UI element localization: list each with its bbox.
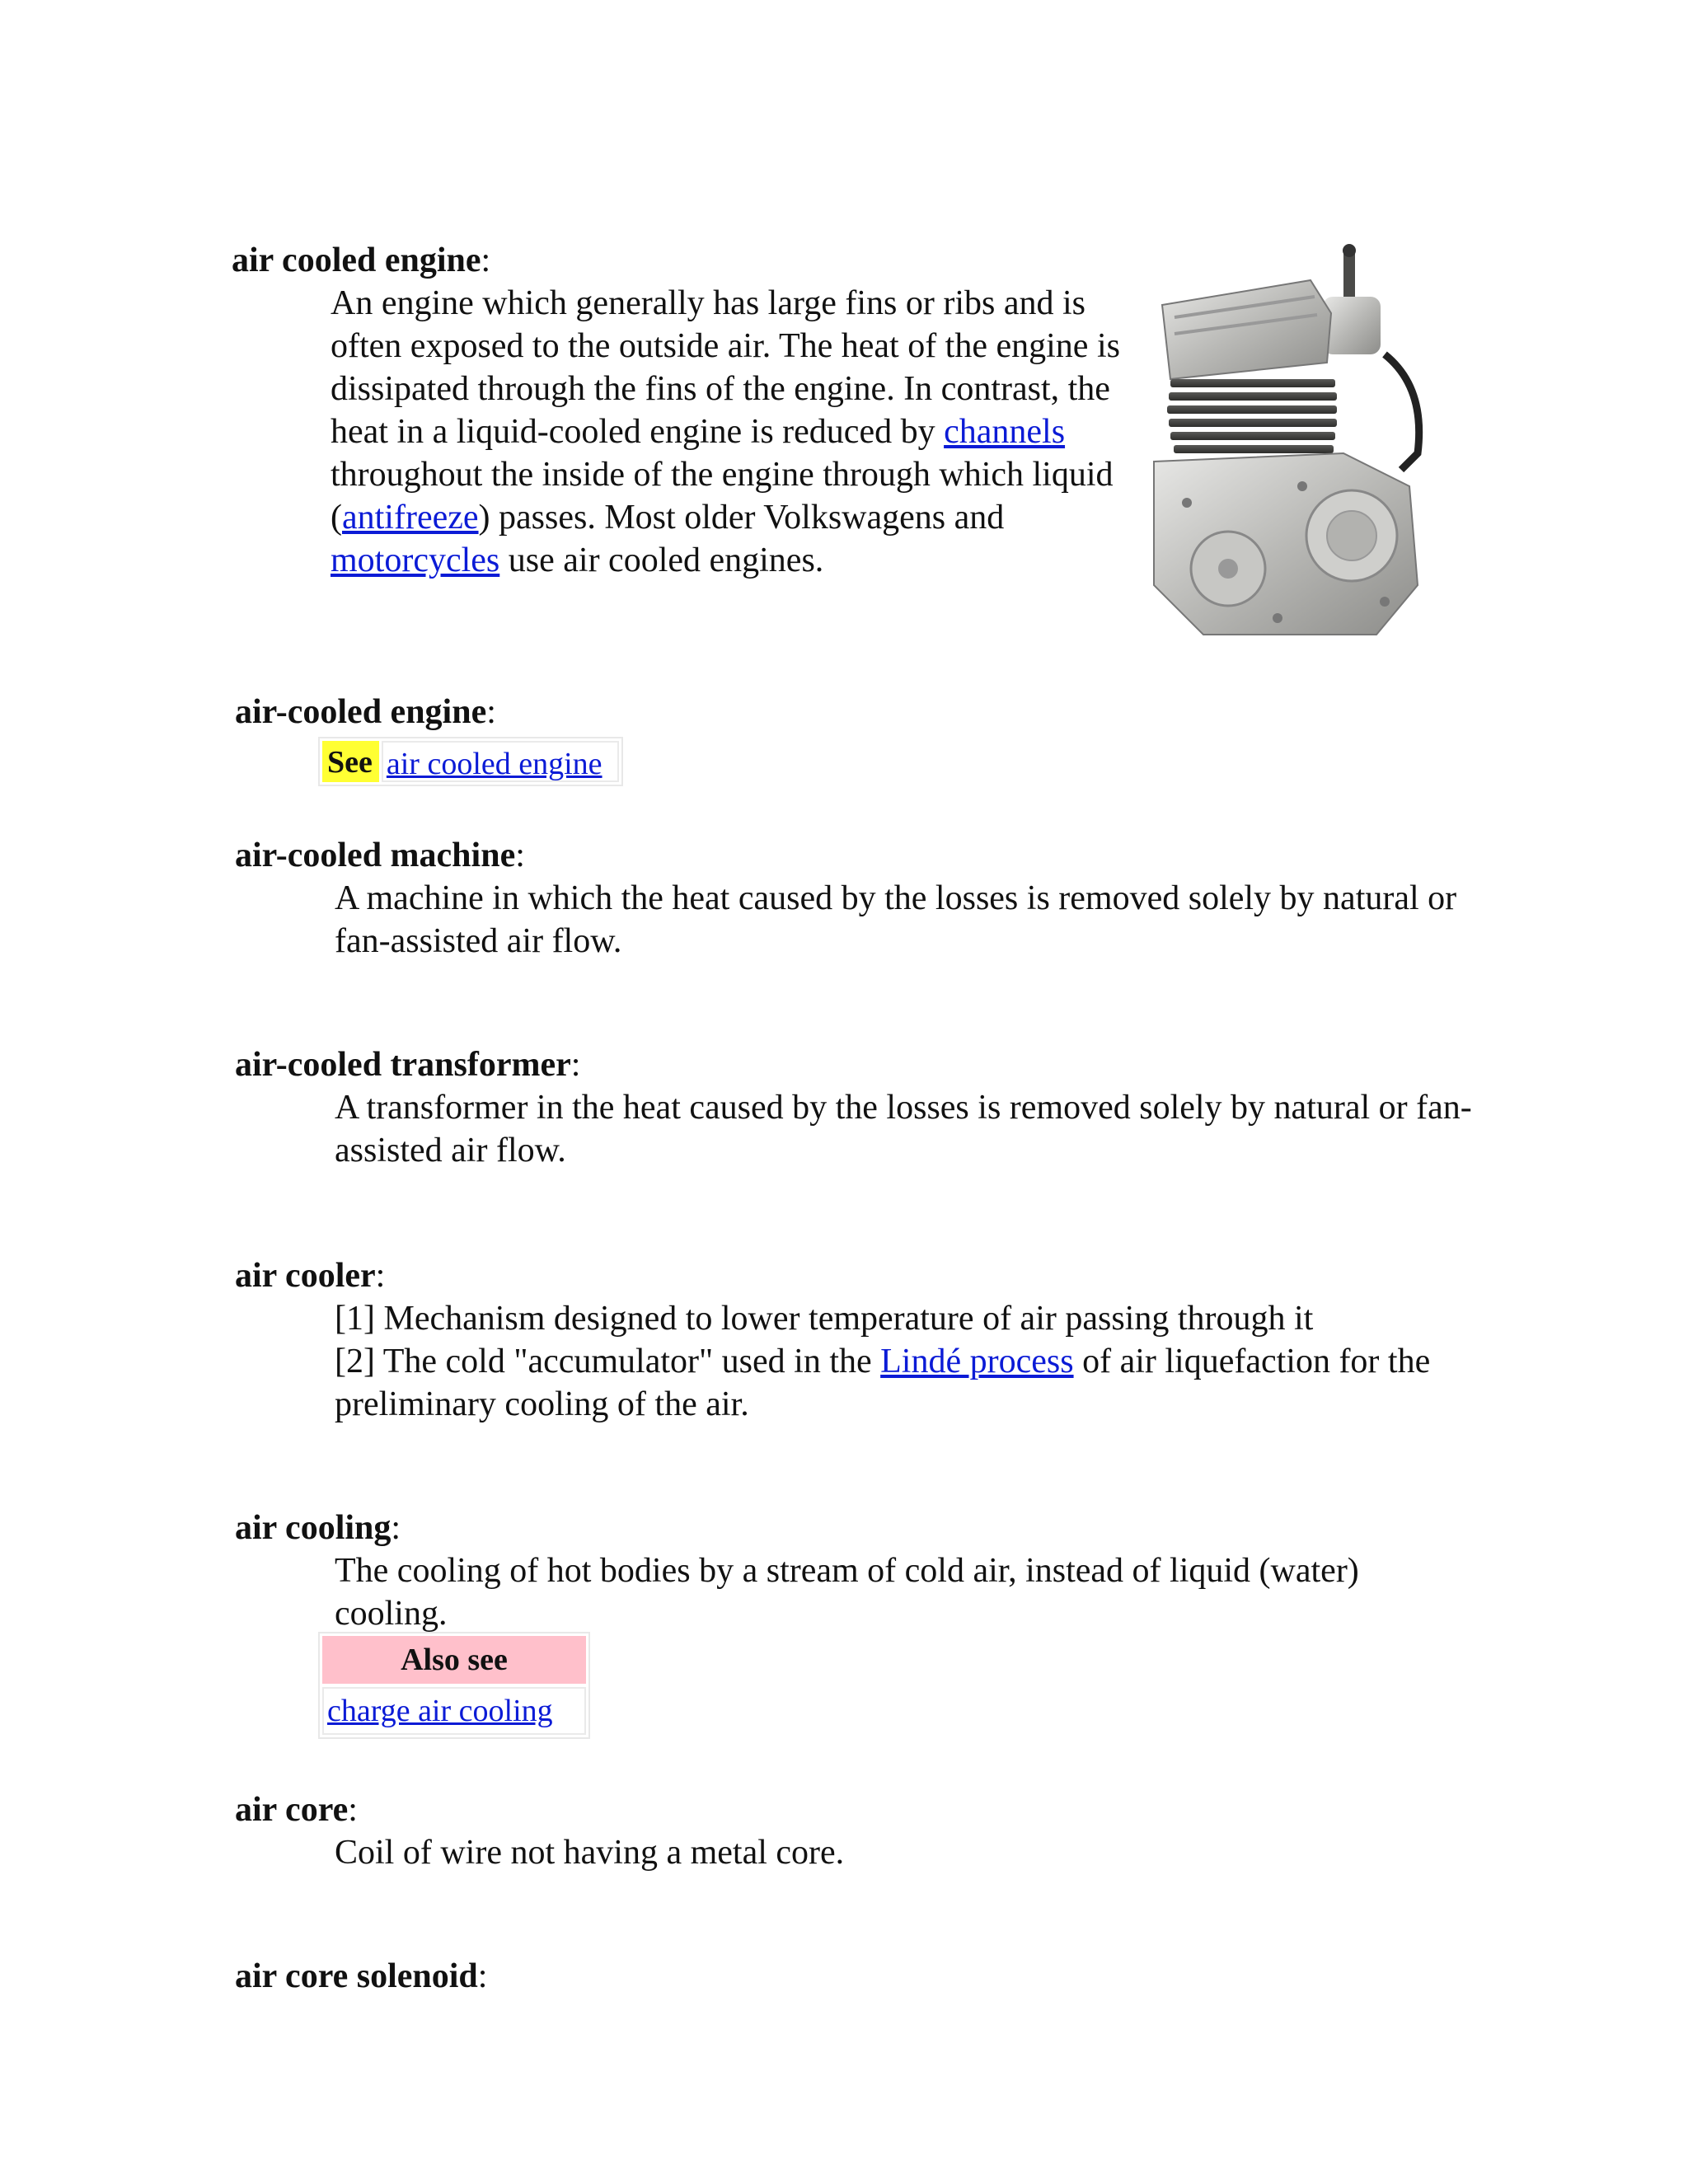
definition-air-cooled-machine bbox=[335, 877, 1472, 963]
link-charge-air-cooling[interactable]: charge air cooling bbox=[327, 1694, 553, 1728]
term-air-core bbox=[235, 1788, 358, 1831]
definition-air-cooled-engine bbox=[331, 282, 1155, 582]
term-air-cooling bbox=[235, 1507, 401, 1549]
definition-line-2 bbox=[335, 1340, 1472, 1426]
definition-air-cooler bbox=[335, 1297, 1472, 1426]
link-antifreeze[interactable]: antifreeze bbox=[342, 499, 479, 537]
also-see-header: Also see bbox=[322, 1636, 586, 1684]
term-colon: : bbox=[515, 837, 525, 874]
term-label: air-cooled machine bbox=[235, 837, 516, 874]
term-label: air core bbox=[235, 1791, 349, 1829]
definition-air-cooled-transformer bbox=[335, 1086, 1472, 1172]
link-channels[interactable]: channels bbox=[944, 413, 1066, 451]
term-air-cooled-machine bbox=[235, 834, 525, 877]
term-colon: : bbox=[375, 1257, 386, 1295]
term-colon: : bbox=[570, 1046, 581, 1084]
term-label: air cooling bbox=[235, 1509, 392, 1547]
also-see-cell bbox=[322, 1687, 586, 1735]
engine-illustration bbox=[1137, 239, 1442, 651]
term-label: air core solenoid bbox=[235, 1957, 478, 1995]
term-label: air-cooled engine bbox=[235, 693, 487, 731]
term-air-core-solenoid bbox=[235, 1955, 487, 1998]
term-label: air cooler bbox=[235, 1257, 376, 1295]
definition-air-core bbox=[335, 1831, 1472, 1874]
link-motorcycles[interactable]: motorcycles bbox=[331, 541, 500, 579]
term-colon: : bbox=[348, 1791, 358, 1829]
term-label: air-cooled transformer bbox=[235, 1046, 571, 1084]
term-colon: : bbox=[391, 1509, 401, 1547]
definition-text: A machine in which the heat caused by the losses is removed solely by natural or fan-assisted air flow. bbox=[335, 879, 1457, 960]
term-air-cooler bbox=[235, 1254, 385, 1297]
definition-text: An engine which generally has large fins or ribs and is often exposed to the outside air. The heat of the engine is dissipated through the fins of the engine. In contrast, the heat in a liquid-cooled engine is reduced by bbox=[331, 284, 1120, 451]
definition-text: Coil of wire not having a metal core. bbox=[335, 1834, 845, 1872]
link-linde-process[interactable]: Lindé process bbox=[880, 1343, 1074, 1380]
term-air-cooled-engine bbox=[232, 239, 490, 282]
definition-line-1: [1] Mechanism designed to lower temperature of air passing through it bbox=[335, 1300, 1314, 1338]
engine-image bbox=[1137, 239, 1442, 655]
definition-air-cooling bbox=[335, 1549, 1472, 1635]
term-colon: : bbox=[477, 1957, 488, 1995]
term-air-cooled-engine-hyphen bbox=[235, 691, 496, 733]
definition-text: throughout the inside of the engine through which liquid ( bbox=[331, 456, 1114, 537]
link-air-cooled-engine[interactable]: air cooled engine bbox=[382, 741, 619, 782]
term-colon: : bbox=[481, 241, 491, 279]
definition-text: of air liquefaction for the preliminary cooling of the air. bbox=[335, 1343, 1431, 1423]
term-air-cooled-transformer bbox=[235, 1043, 580, 1086]
definition-text: ) passes. Most older Volkswagens and bbox=[478, 499, 1005, 537]
definition-text: use air cooled engines. bbox=[499, 541, 824, 579]
see-reference-box bbox=[318, 737, 623, 786]
term-label: air cooled engine bbox=[232, 241, 481, 279]
definition-text: A transformer in the heat caused by the losses is removed solely by natural or fan-assisted air flow. bbox=[335, 1089, 1472, 1169]
term-colon: : bbox=[486, 693, 496, 731]
definition-text: [2] The cold "accumulator" used in the bbox=[335, 1343, 881, 1380]
definition-text: The cooling of hot bodies by a stream of cold air, instead of liquid (water) cooling. bbox=[335, 1552, 1359, 1633]
also-see-box bbox=[318, 1632, 590, 1739]
see-label: See bbox=[322, 741, 379, 782]
